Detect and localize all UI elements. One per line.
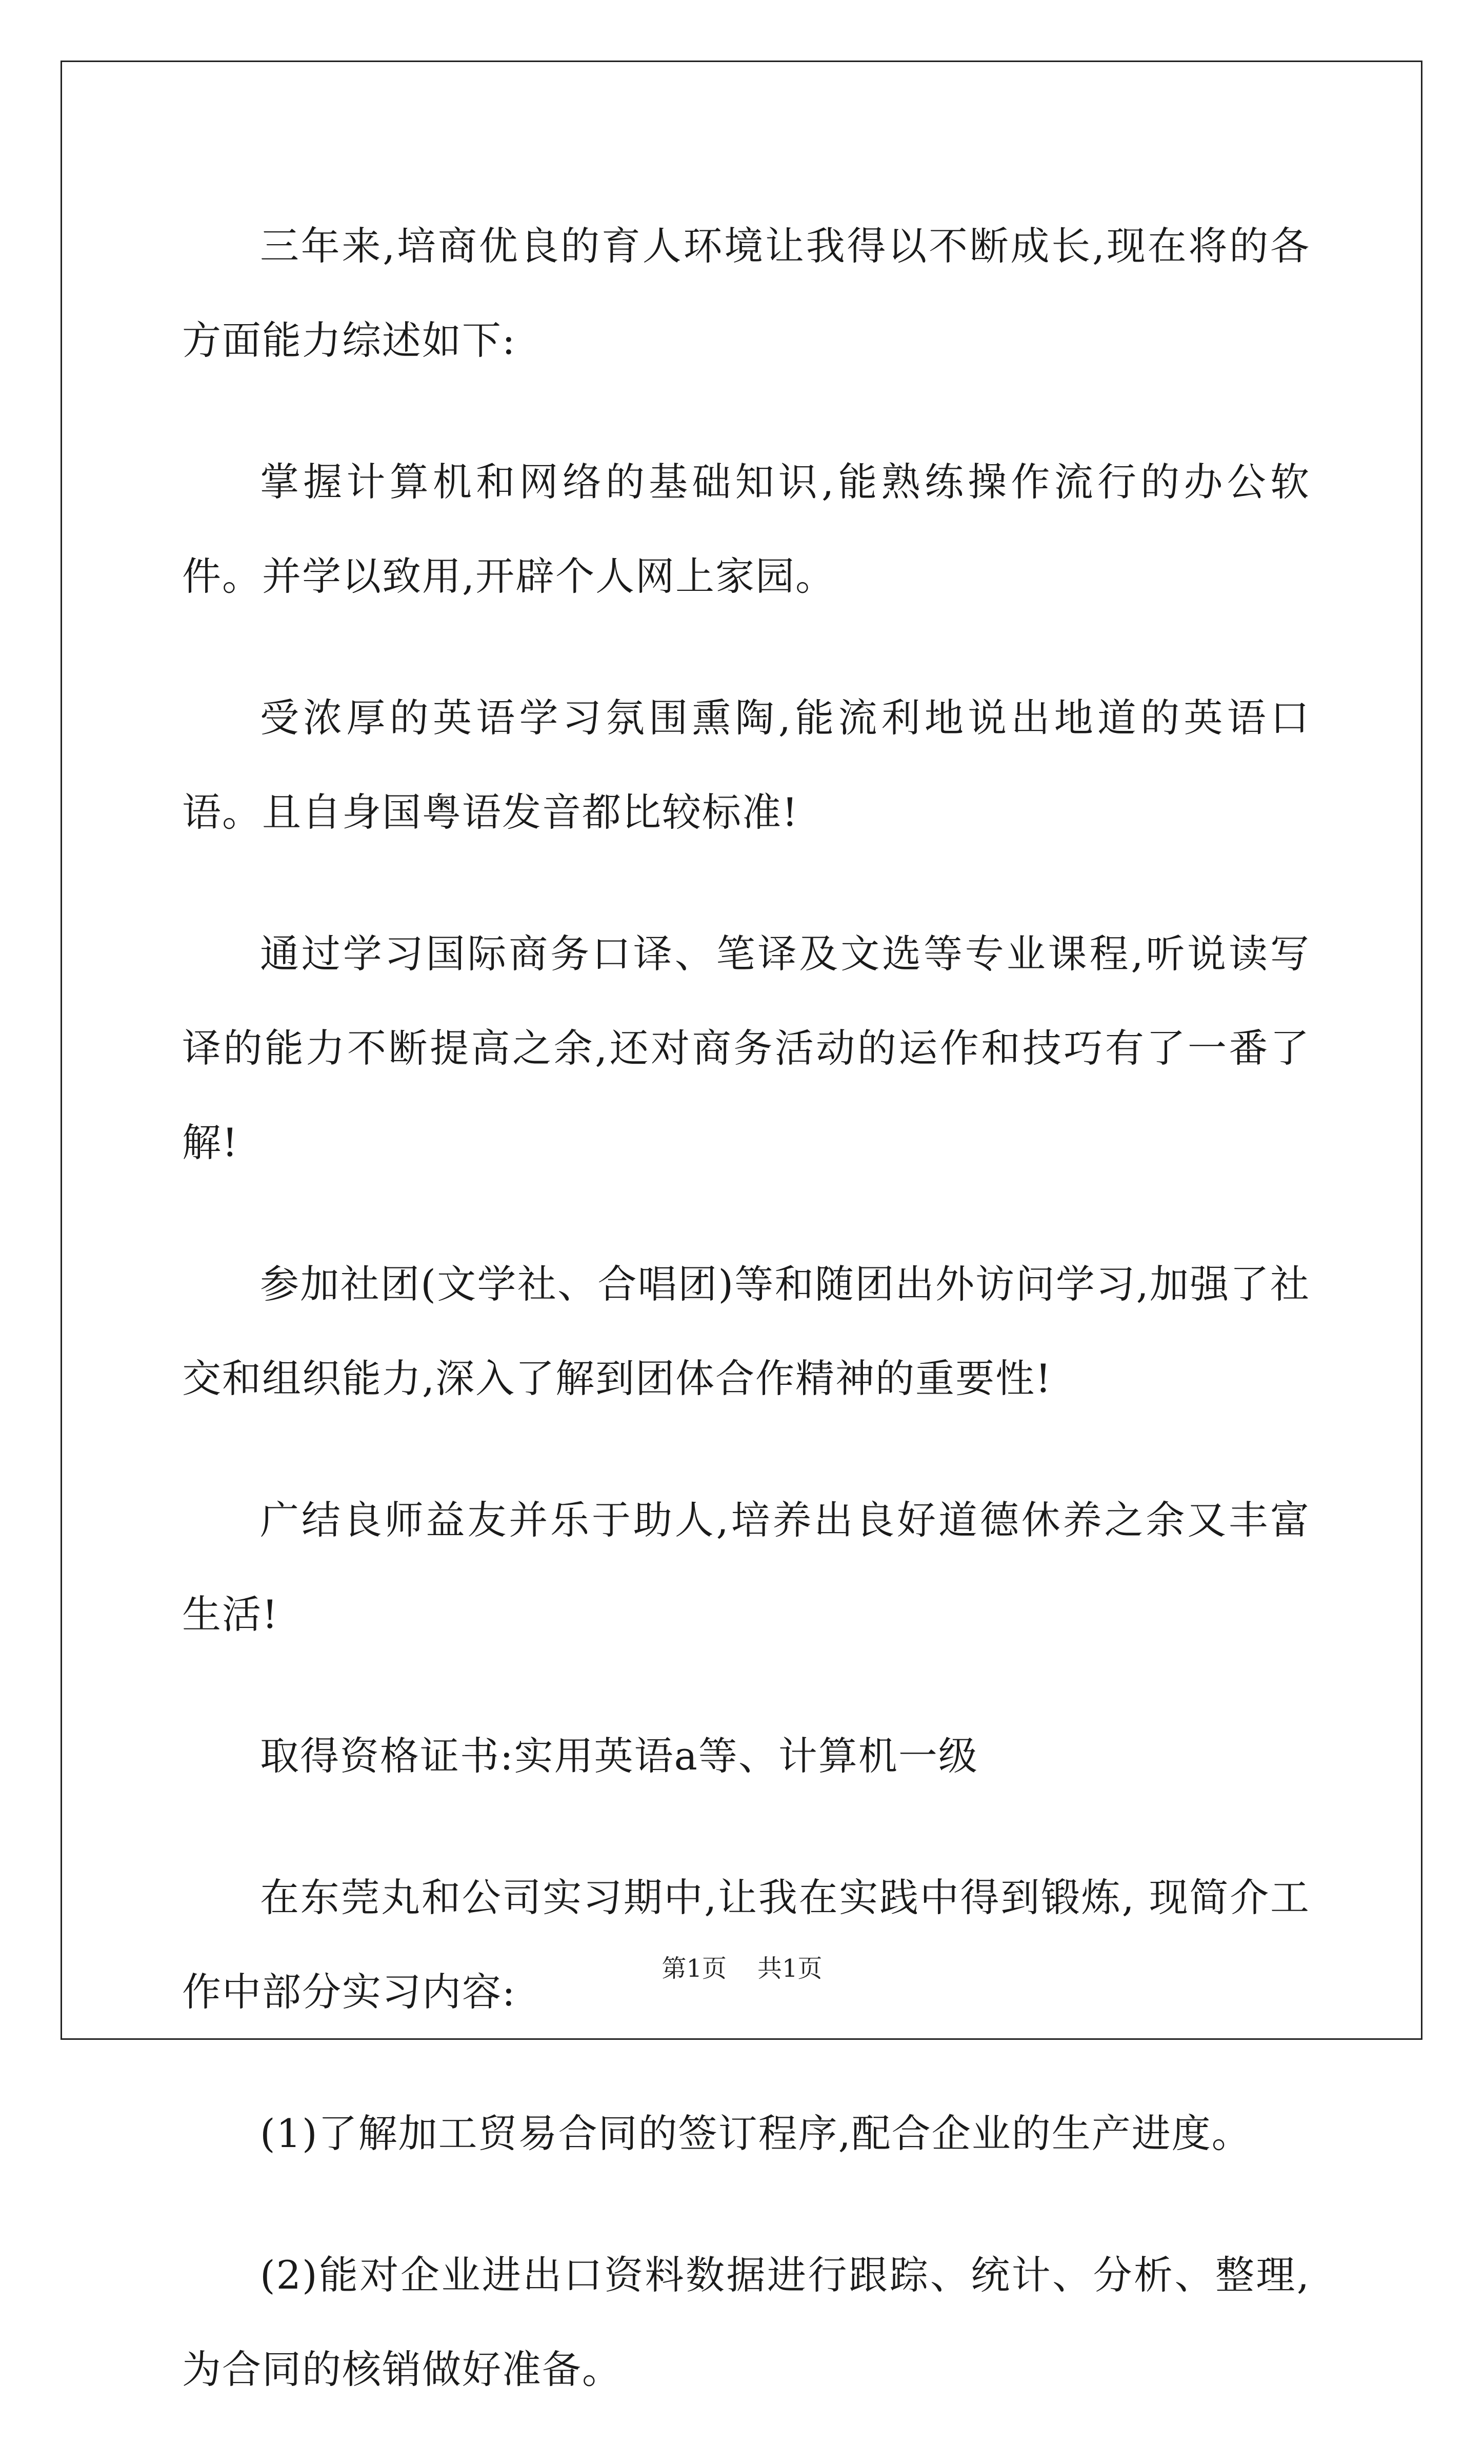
page-number: 第1页 bbox=[661, 1954, 727, 1983]
document-body bbox=[182, 199, 1310, 2464]
paragraph-english-skills: 受浓厚的英语学习氛围熏陶,能流利地说出地道的英语口语。且自身国粤语发音都比较标准! bbox=[182, 695, 1310, 835]
paragraph-business-courses: 通过学习国际商务口译、笔译及文选等专业课程,听说读写译的能力不断提高之余,还对商务活动的运作和技巧有了一番了解! bbox=[182, 931, 1310, 1165]
page-total: 共1页 bbox=[757, 1954, 823, 1983]
paragraph-internship: 在东莞丸和公司实习期中,让我在实践中得到锻炼, 现简介工作中部分实习内容: bbox=[182, 1875, 1310, 2015]
paragraph-internship-item-2: (2)能对企业进出口资料数据进行跟踪、统计、分析、整理,为合同的核销做好准备。 bbox=[182, 2252, 1310, 2392]
paragraph-certificates: 取得资格证书:实用英语a等、计算机一级 bbox=[260, 1733, 978, 1779]
paragraph-computer-skills: 掌握计算机和网络的基础知识,能熟练操作流行的办公软件。并学以致用,开辟个人网上家园。 bbox=[182, 459, 1310, 599]
paragraph-friendships: 广结良师益友并乐于助人,培养出良好道德休养之余又丰富生活! bbox=[182, 1497, 1310, 1637]
page-footer bbox=[0, 1953, 1484, 1984]
paragraph-club-activities: 参加社团(文学社、合唱团)等和随团出外访问学习,加强了社交和组织能力,深入了解到团体合作精神的重要性! bbox=[182, 1261, 1310, 1401]
paragraph-internship-item-1: (1)了解加工贸易合同的签订程序,配合企业的生产进度。 bbox=[260, 2111, 1252, 2156]
paragraph-intro: 三年来,培商优良的育人环境让我得以不断成长,现在将的各方面能力综述如下: bbox=[182, 223, 1310, 363]
